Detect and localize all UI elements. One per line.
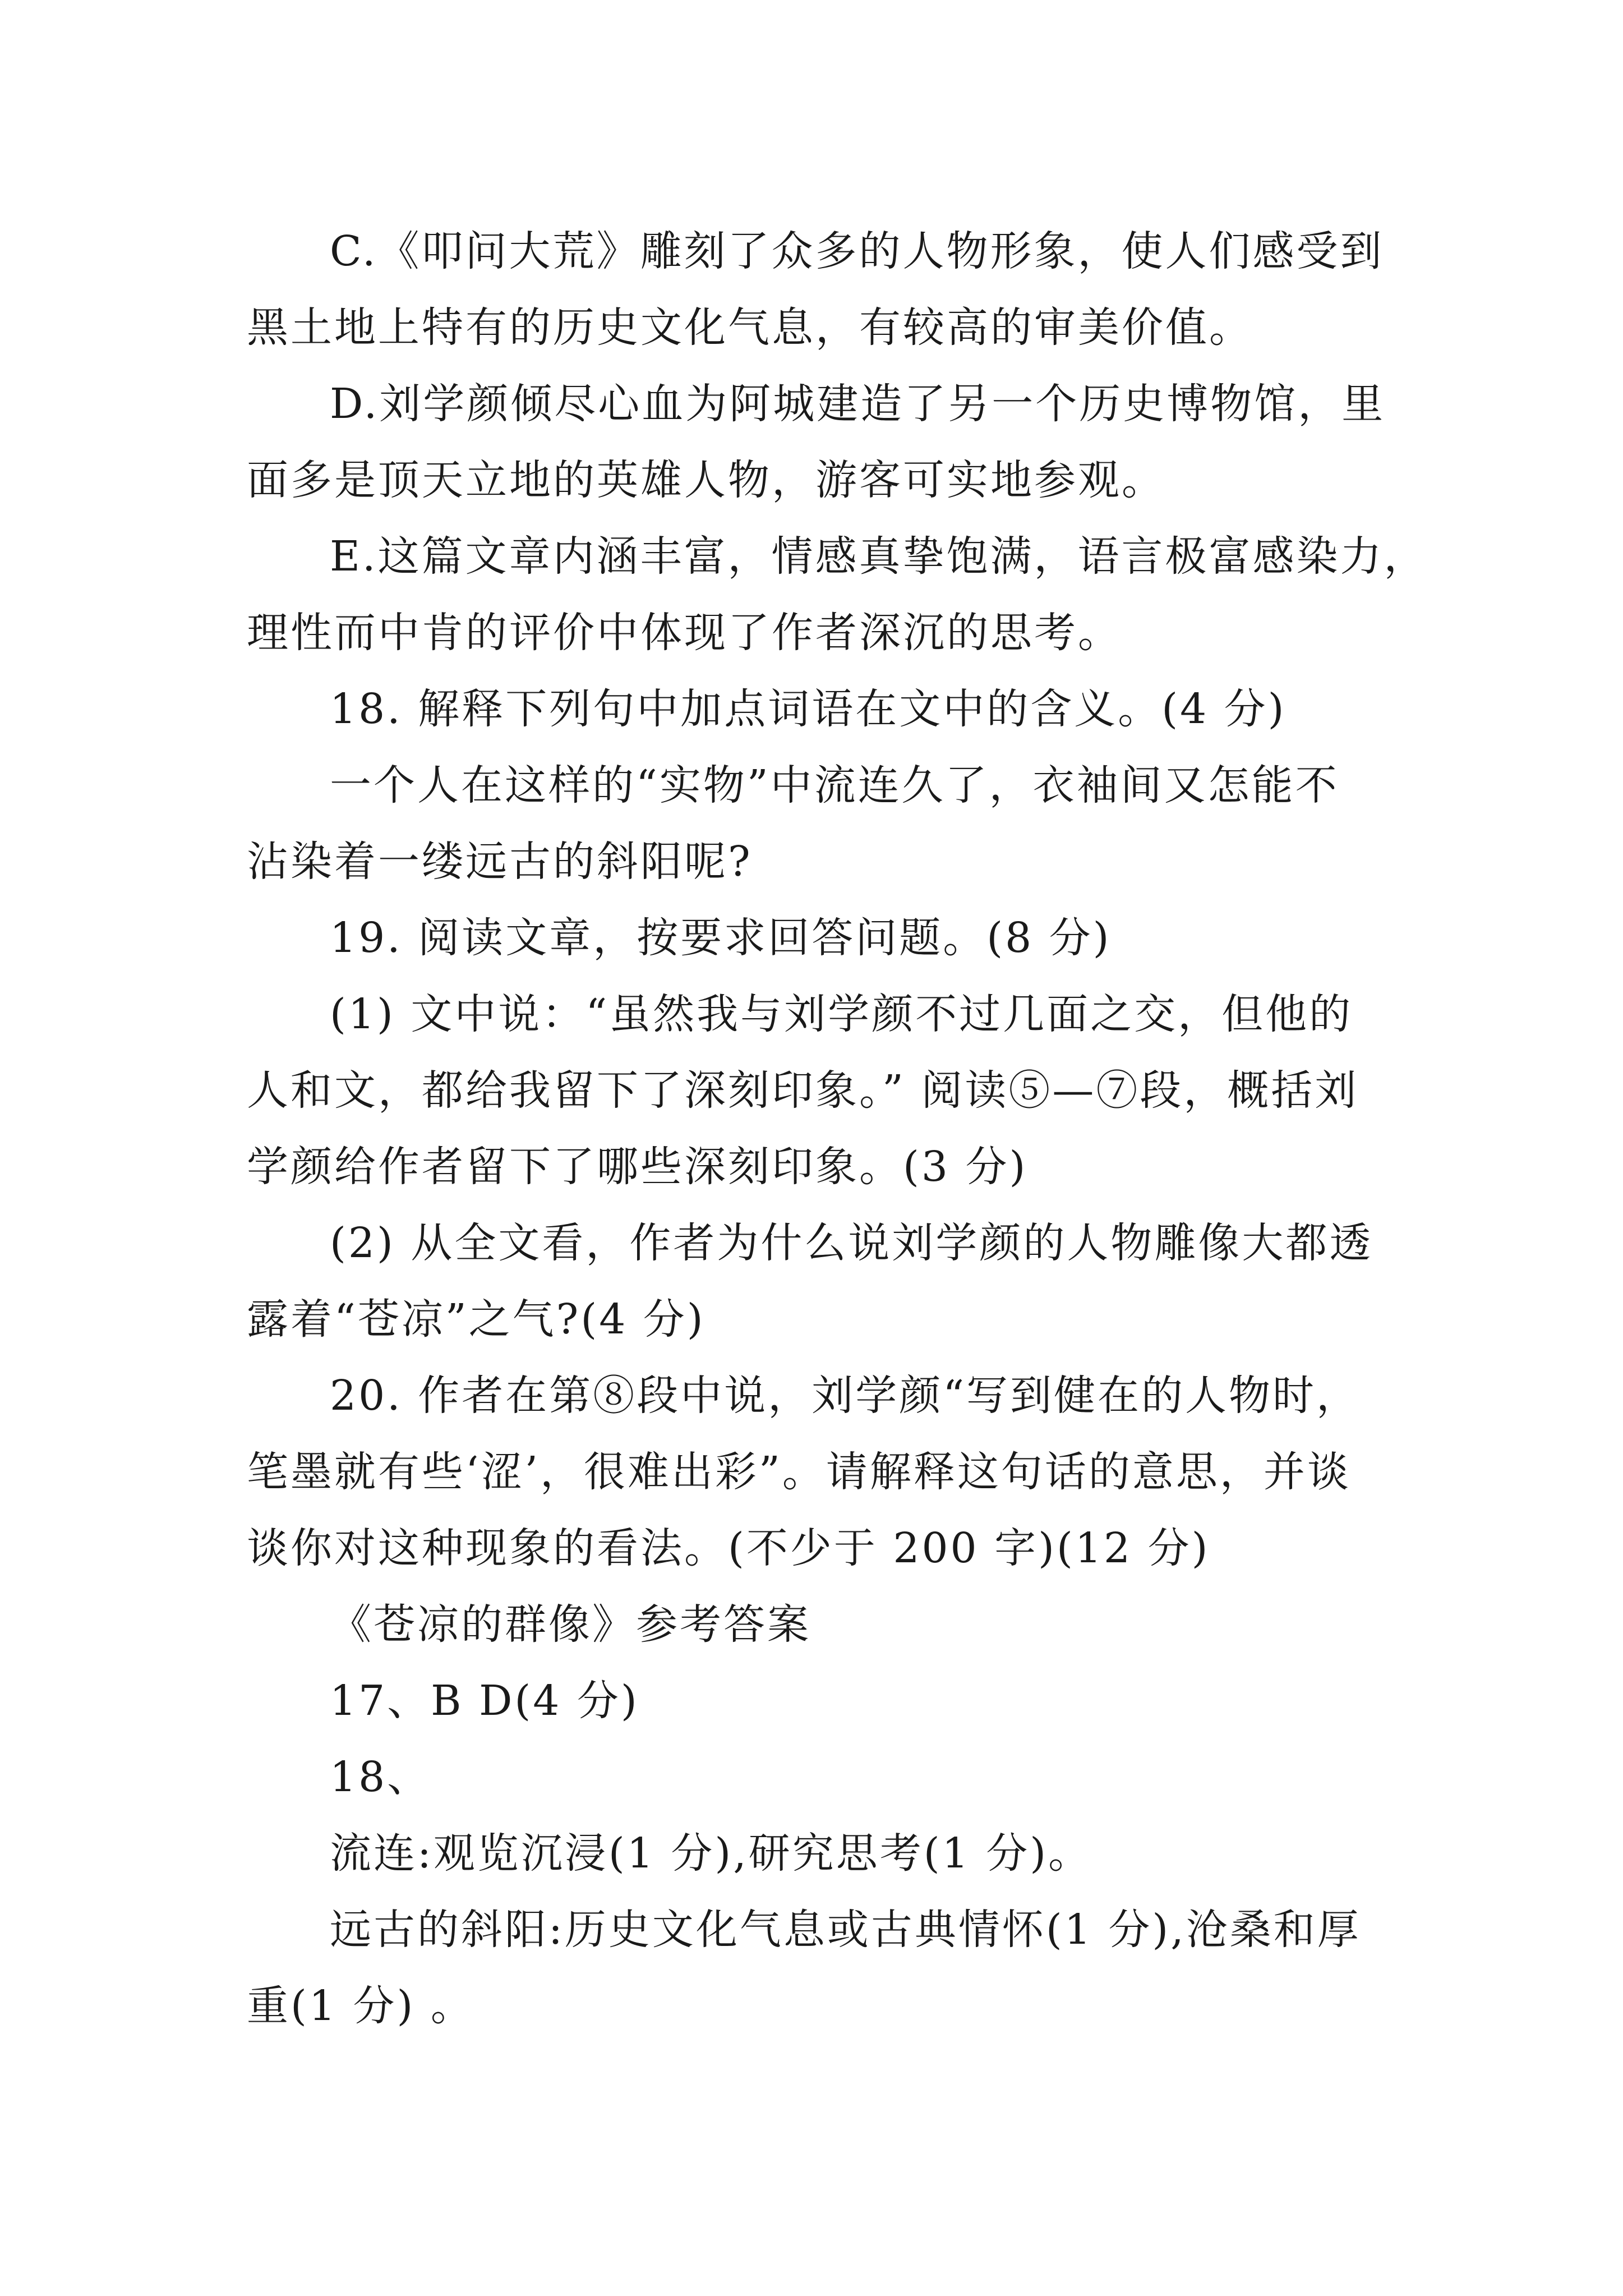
question-19-part-1-line-1: (1) 文中说：“虽然我与刘学颜不过几面之交，但他的: [330, 990, 1353, 1038]
question-19-part-2-line-2: 露着“苍凉”之气?(4 分): [247, 1295, 706, 1343]
option-c-line-1: C.《叩问大荒》雕刻了众多的人物形象，使人们感受到: [330, 227, 1384, 275]
answer-18-part-1: 流连:观览沉浸(1 分),研究思考(1 分)。: [330, 1829, 1092, 1878]
option-d-line-1: D.刘学颜倾尽心血为阿城建造了另一个历史博物馆，里: [330, 380, 1386, 428]
option-e-line-2: 理性而中肯的评价中体现了作者深沉的思考。: [247, 609, 1122, 657]
answer-18-part-2-line-1: 远古的斜阳:历史文化气息或古典情怀(1 分),沧桑和厚: [330, 1906, 1361, 1954]
question-20-line-3: 谈你对这种现象的看法。(不少于 200 字)(12 分): [247, 1524, 1210, 1572]
option-c-line-2: 黑土地上特有的历史文化气息，有较高的审美价值。: [247, 303, 1253, 352]
answer-17: 17、B D(4 分): [330, 1677, 639, 1725]
question-18-quote-line-1: 一个人在这样的“实物”中流连久了，衣袖间又怎能不: [330, 761, 1339, 809]
question-20-line-2: 笔墨就有些‘涩’，很难出彩”。请解释这句话的意思，并谈: [247, 1448, 1351, 1496]
option-e-line-1: E.这篇文章内涵丰富，情感真挚饱满，语言极富感染力，: [330, 532, 1428, 581]
question-20-line-1: 20. 作者在第⑧段中说，刘学颜“写到健在的人物时，: [330, 1372, 1361, 1420]
question-19: 19. 阅读文章，按要求回答问题。(8 分): [330, 914, 1112, 962]
question-19-part-2-line-1: (2) 从全文看，作者为什么说刘学颜的人物雕像大都透: [330, 1219, 1373, 1267]
question-19-part-1-line-2: 人和文，都给我留下了深刻印象。” 阅读⑤—⑦段，概括刘: [247, 1066, 1359, 1115]
answer-18-part-2-line-2: 重(1 分) 。: [247, 1982, 474, 2030]
option-d-line-2: 面多是顶天立地的英雄人物，游客可实地参观。: [247, 456, 1165, 504]
document-body: [247, 213, 1428, 2044]
question-19-part-1-line-3: 学颜给作者留下了哪些深刻印象。(3 分): [247, 1143, 1028, 1191]
question-18: 18. 解释下列句中加点词语在文中的含义。(4 分): [330, 685, 1287, 733]
answer-key-heading: 《苍凉的群像》参考答案: [330, 1600, 811, 1649]
question-18-quote-line-2: 沾染着一缕远古的斜阳呢?: [247, 838, 753, 886]
answer-18-label: 18、: [330, 1753, 431, 1801]
